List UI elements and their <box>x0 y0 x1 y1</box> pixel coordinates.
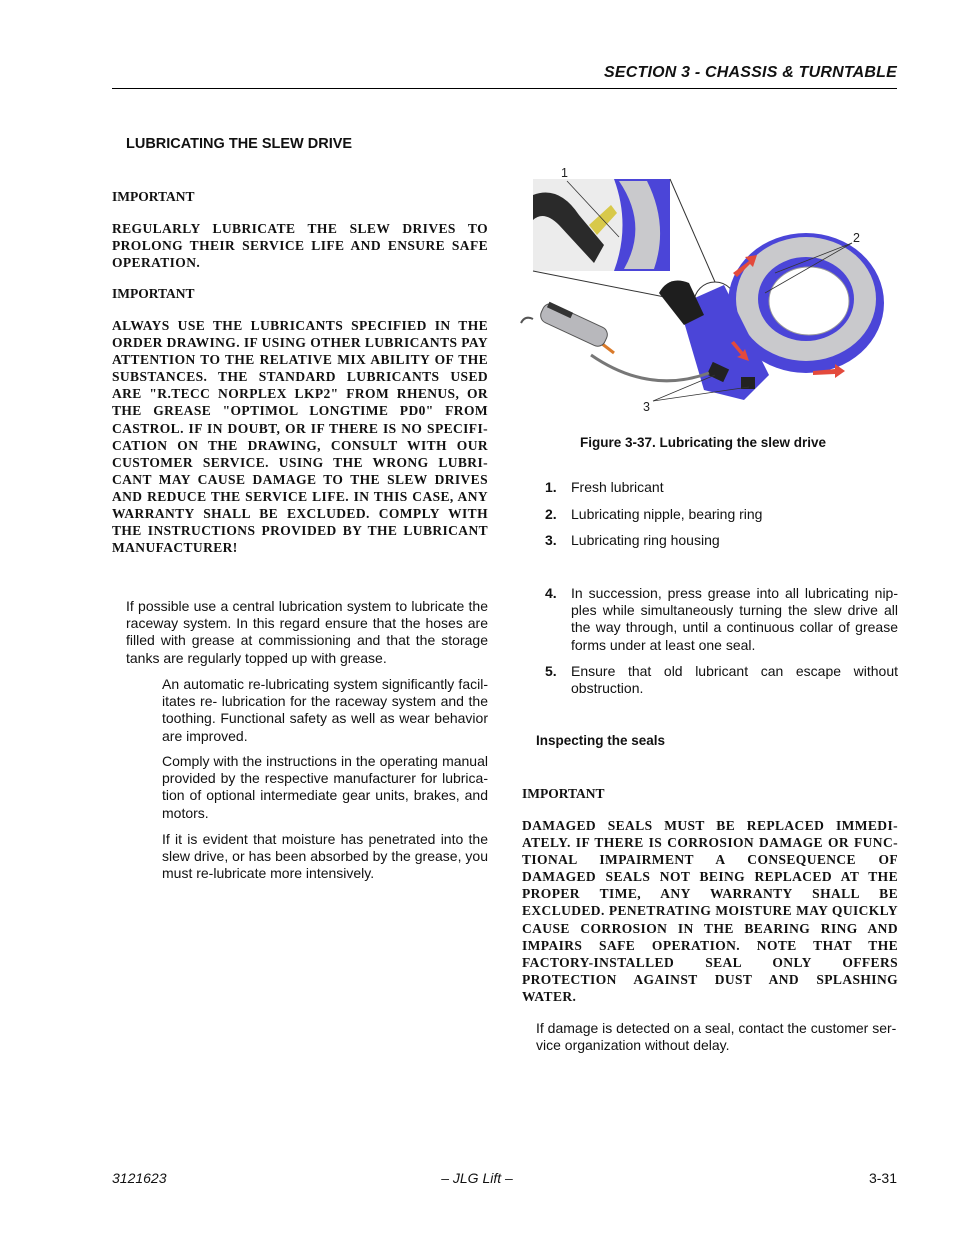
legend-number: 3. <box>545 532 557 548</box>
footer-brand: – JLG Lift – <box>441 1170 513 1186</box>
paragraph-moisture: If it is evident that moisture has penetrated into the slew drive, or has been absorbed by the grease, you must re-lubricate more intensively. <box>162 831 488 882</box>
important-text-1: REGULARLY LUBRICATE THE SLEW DRIVES TO PROLONG THEIR SERVICE LIFE AND ENSURE SAFE OPERATION. <box>112 221 488 271</box>
legend-number: 1. <box>545 479 557 495</box>
seal-damage-paragraph: If damage is detected on a seal, contact the customer ser-vice organization without delay. <box>536 1020 897 1054</box>
center-bore <box>769 267 849 335</box>
grease-hose <box>591 355 709 381</box>
figure-caption: Figure 3-37. Lubricating the slew drive <box>580 435 827 450</box>
callout-2: 2 <box>853 231 860 245</box>
step-number: 4. <box>545 585 557 601</box>
callout-1: 1 <box>561 166 568 180</box>
important-text-2: ALWAYS USE THE LUBRICANTS SPECIFIED IN THE ORDER DRAWING. IF USING OTHER LUBRICANTS PAY ATTENTION TO THE RELATIVE MIX ABILITY OF THE SUBSTANCES. THE STANDARD LUBRICANTS USED ARE "R.TECC NORPLEX LKP2" FROM RHENUS, OR THE GREASE "OPTIMOL LONGTIME PD0" FROM CASTROL. IF IN DOUBT, OR IF THERE IS NO SPECIFI-CATION ON THE DRAWING, CONSULT WITH OUR CUSTOMER SERVICE. USING THE WRONG LUBRI-CANT MAY CAUSE DAMAGE TO THE SLEW DRIVES AND REDUCE THE SERVICE LIFE. IN THIS CASE, ANY WARRANTY SHALL BE EXCLUDED. COMPLY WITH THE INSTRUCTIONS PROVIDED BY THE LUBRICANT MANUFACTURER! <box>112 318 488 556</box>
callout-3: 3 <box>643 400 650 414</box>
paragraph-central-lubrication: If possible use a central lubrication system to lubricate the raceway system. In this regard ensure that the hoses are filled with grease at commissioning and that the storage tanks are regularly topped up with grease. <box>126 598 488 666</box>
inspecting-seals-heading: Inspecting the seals <box>536 733 666 748</box>
header-rule <box>112 88 897 89</box>
zoom-line-top <box>670 179 715 282</box>
legend-text: Fresh lubricant <box>571 479 664 495</box>
legend-text: Lubricating nipple, bearing ring <box>571 506 763 522</box>
legend-number: 2. <box>545 506 557 522</box>
important-label-1: IMPORTANT <box>112 189 195 204</box>
section-heading: LUBRICATING THE SLEW DRIVE <box>126 136 353 152</box>
slew-drive-drawing <box>519 165 898 419</box>
page-number: 3-31 <box>868 1170 897 1186</box>
important-label-3: IMPORTANT <box>522 786 605 801</box>
step-text: Ensure that old lubricant can escape without obstruction. <box>571 663 898 697</box>
legend-text: Lubricating ring housing <box>571 532 720 548</box>
section-title: SECTION 3 - CHASSIS & TURNTABLE <box>603 64 897 81</box>
step-number: 5. <box>545 663 557 679</box>
grease-gun-lever <box>521 318 533 323</box>
slew-drive-illustration <box>519 165 898 419</box>
important-text-3: DAMAGED SEALS MUST BE REPLACED IMMEDI-ATELY. IF THERE IS CORROSION DAMAGE OR FUNC-TIONAL IMPAIRMENT A CONSEQUENCE OF DAMAGED SEALS NOT BEING REPLACED AT THE PROPER TIME, ANY WARRANTY SHALL BE EXCLUDED. PENETRATING MOISTURE MAY QUICKLY CAUSE CORROSION IN THE BEARING RING AND IMPAIRS SAFE OPERATION. NOTE THAT THE FACTORY-INSTALLED SEAL ONLY OFFERS PROTECTION AGAINST DUST AND SPLASHING WATER. <box>522 818 898 1004</box>
important-label-2: IMPORTANT <box>112 286 195 301</box>
paragraph-automatic-relubrication: An automatic re-lubricating system significantly facil-itates re- lubrication for the raceway system and the toothing. Functional safety as well as wear behavior are improved. <box>162 676 488 744</box>
step-text: In succession, press grease into all lubricating nip-ples while simultaneously turning the slew drive all the way through, until a continuous collar of grease forms under at least one seal. <box>571 585 898 653</box>
paragraph-operating-manual: Comply with the instructions in the operating manual provided by the respective manufacturer for lubrica-tion of optional intermediate gear units, brakes, and motors. <box>162 753 488 821</box>
document-number: 3121623 <box>112 1170 167 1186</box>
grease-gun-body <box>538 301 610 349</box>
drive-motor <box>659 281 704 325</box>
